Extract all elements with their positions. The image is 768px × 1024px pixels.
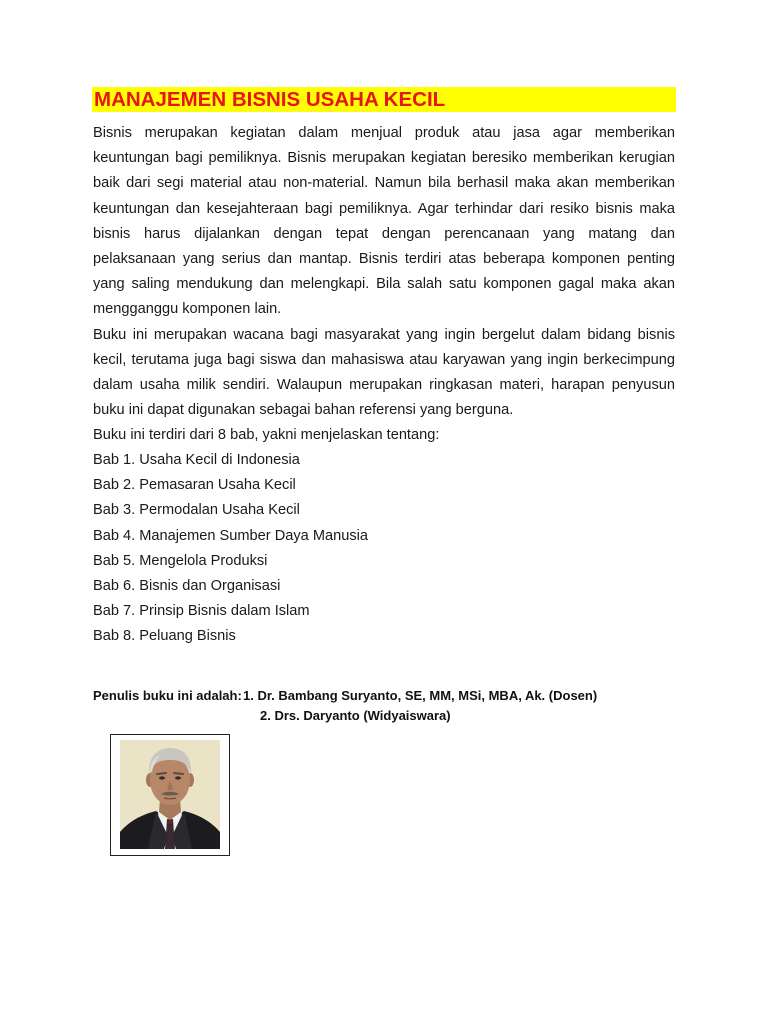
authors-label: Penulis buku ini adalah: — [93, 688, 242, 703]
paragraph-intro: Bisnis merupakan kegiatan dalam menjual produk atau jasa agar memberikan keuntungan bagi pemiliknya. Bisnis merupakan kegiatan beresiko memberikan kerugian baik dari segi material atau non-material. Namun bila berhasil maka akan memberikan keuntungan dan kesejahteraan bagi pemiliknya. Agar terhindar dari resiko bisnis maka bisnis harus dijalankan dengan tepat dengan perencanaan yang matang dan pelaksanaan yang serius dan mantap. Bisnis terdiri atas beberapa komponen penting yang saling mendukung dan melengkapi. Bila salah satu komponen gagal maka akan mengganggu komponen lain. — [93, 125, 675, 318]
chapter-item: Bab 3. Permodalan Usaha Kecil — [93, 502, 300, 519]
chapter-item: Bab 6. Bisnis dan Organisasi — [93, 578, 281, 595]
author-2: 2. Drs. Daryanto (Widyaiswara) — [260, 708, 451, 723]
chapter-item: Bab 1. Usaha Kecil di Indonesia — [93, 452, 300, 468]
chapter-item: Bab 2. Pemasaran Usaha Kecil — [93, 477, 296, 494]
title-highlight — [92, 87, 676, 112]
chapter-list — [93, 448, 675, 650]
author-photo-frame — [110, 734, 230, 856]
author-1: 1. Dr. Bambang Suryanto, SE, MM, MSi, MBA, Ak. (Dosen) — [243, 688, 598, 703]
paragraph-contents-intro: Buku ini terdiri dari 8 bab, yakni menjelaskan tentang: — [93, 427, 440, 444]
paragraph-purpose: Buku ini merupakan wacana bagi masyarakat yang ingin bergelut dalam bidang bisnis kecil, terutama juga bagi siswa dan mahasiswa atau karyawan yang ingin berkecimpung dalam usaha milik sendiri. Walaupun merupakan ringkasan materi, harapan penyusun buku ini dapat digunakan sebagai bahan referensi yang berguna. — [93, 326, 675, 419]
portrait-icon — [120, 740, 220, 849]
chapter-item: Bab 7. Prinsip Bisnis dalam Islam — [93, 603, 310, 620]
portrait-photo — [120, 740, 220, 849]
body-text — [93, 121, 675, 449]
chapter-item: Bab 5. Mengelola Produksi — [93, 552, 268, 569]
chapter-item: Bab 8. Peluang Bisnis — [93, 628, 236, 645]
chapter-item: Bab 4. Manajemen Sumber Daya Manusia — [93, 527, 368, 544]
page-title: MANAJEMEN BISNIS USAHA KECIL — [94, 88, 446, 111]
